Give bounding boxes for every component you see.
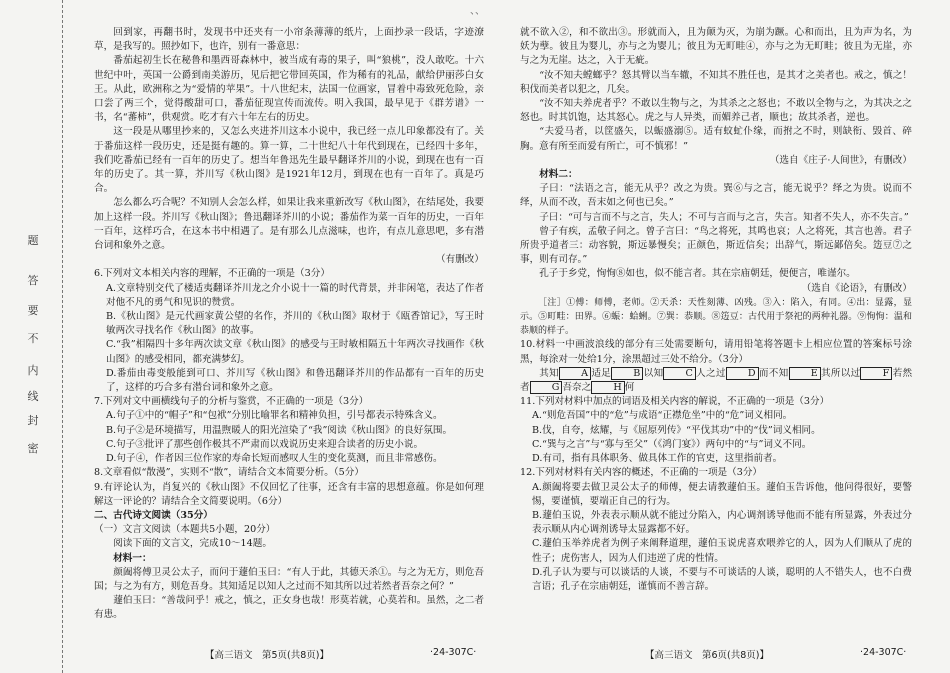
paragraph: 就不欲入②，和不欲出③。形就而入，且为颠为灭，为崩为蹶。心和而出，且为声为名，为妖为孽。彼且为婴儿，亦与之为婴儿；彼且为无町畦④，亦与之为无町畦；彼且为无崖，亦与之为无崖。达之，入于无疵。 bbox=[520, 27, 912, 67]
option: B.蘧伯玉说，外表表示顺从就不能过分陷入，内心调剂诱导他而不能有所显露，外表过分表示顺从内心调剂诱导太显露都不好。 bbox=[532, 509, 912, 536]
option: C.“我”相隔四十多年两次读文章《秋山图》的感受与王时敏相隔五十年两次寻找画作《秋山图》的感受相同，都充满梦幻。 bbox=[106, 339, 484, 365]
material-1-title: 材料一： bbox=[113, 552, 152, 564]
page-code-right: ·24-307C· bbox=[860, 647, 907, 658]
paragraph: “汝不知夫螳螂乎？怒其臂以当车辙，不知其不胜任也，是其才之美者也。戒之，慎之！积伐而美者以犯之，几矣。 bbox=[520, 69, 912, 95]
binding-label: 封 bbox=[27, 414, 39, 427]
page-code-left: ·24-307C· bbox=[430, 647, 477, 658]
sentence-part: 其知 bbox=[539, 367, 559, 379]
right-page bbox=[520, 26, 912, 594]
subsection-title: （一）文言文阅读（本题共5小题，20分） bbox=[94, 524, 276, 536]
option: C.句子③批评了那些创作极其不严肃而以戏说历史来迎合读者的历史小说。 bbox=[106, 438, 424, 450]
paragraph: 这一段是从哪里抄来的，又怎么夹进芥川这本小说中，我已经一点儿印象都没有了。关于番茄这样一段历史，还是挺有趣的。算一算，二十世纪八十年代到现在，已经四十多年，我们吃番茄已经有一百年的历史了。想当年鲁迅先生最早翻译芥川的小说，到现在也有一百年的历史了。其一算，芥川写《秋山图》是1921年12月，到现在也有一百年了。真是巧合。 bbox=[94, 126, 484, 195]
paragraph: 颜阖将傅卫灵公太子，而问于蘧伯玉曰：“有人于此，其德天杀①。与之为无方，则危吾国；与之为有方，则危吾身。其知适足以知人之过而不知其所以过若然者吾奈之何？” bbox=[94, 566, 484, 592]
option: C.蘧伯玉举养虎者为例子来阐释道理，蘧伯玉说虎喜欢喂养它的人，因为人们顺从了虎的性子；虎伤害人，因为人们违逆了虎的性情。 bbox=[532, 538, 912, 564]
paragraph: 曾子有疾，孟敬子问之。曾子言曰：“鸟之将死，其鸣也哀；人之将死，其言也善。君子所贵乎道者三：动容貌，斯远暴慢矣；正颜色，斯近信矣；出辞气，斯远鄙倍矣。笾豆⑦之事，则有司存。” bbox=[520, 225, 912, 266]
sentence-part: 以知 bbox=[643, 367, 664, 379]
option: A.句子①中的“帽子”和“包袱”分别比喻罪名和精神负担，引号都表示特殊含义。 bbox=[106, 410, 443, 422]
sentence-part: 若然者 bbox=[520, 367, 913, 394]
question-6-stem: 6.下列对文本相关内容的理解，不正确的一项是（3分） bbox=[94, 268, 330, 280]
break-box-h: H bbox=[591, 381, 625, 394]
source-note: （有删改） bbox=[436, 254, 484, 266]
paragraph: 孔子于乡党，恂恂⑧如也，似不能言者。其在宗庙朝廷，便便言，唯谨尔。 bbox=[539, 268, 856, 280]
question-11-stem: 11.下列对材料中加点的词语及相关内容的解说，不正确的一项是（3分） bbox=[520, 396, 830, 408]
instructions: 阅读下面的文言文，完成10～14题。 bbox=[113, 538, 272, 550]
binding-label: 题 bbox=[27, 234, 39, 247]
top-mark: 、、 bbox=[470, 6, 485, 17]
option: B.句子②是环境描写，用温煦暖人的阳光渲染了“我”阅读《秋山图》的良好氛围。 bbox=[106, 424, 453, 436]
material-2-title: 材料二： bbox=[539, 169, 578, 181]
binding-label: 密 bbox=[27, 442, 39, 455]
paragraph: 回到家，再翻书时，发现书中还夹有一小帘条薄薄的纸片，上面抄录一段话，字迹潦草，是我写的。照抄如下，也许，别有一番意思： bbox=[94, 27, 484, 53]
binding-label: 内 bbox=[27, 364, 39, 377]
binding-strip bbox=[0, 0, 63, 673]
page-footer-right: 【高三语文 第6页(共8页)】 bbox=[645, 650, 770, 661]
binding-label: 要 bbox=[27, 304, 39, 317]
break-box-f: F bbox=[860, 367, 892, 380]
section-title: 二、古代诗文阅读（35分） bbox=[94, 509, 213, 521]
source-note: （选自《论语》，有删改） bbox=[801, 282, 912, 294]
sentence-part: 吾奈之 bbox=[562, 382, 592, 394]
option: C.“巽与之言”与“寡与至父”（《鸿门宴》）两句中的“与”词义不同。 bbox=[532, 438, 812, 450]
sentence-part: 而不知 bbox=[758, 367, 789, 379]
paragraph: 怎么都么巧合呢？不知别人会怎么样，如果让我来重新改写《秋山图》，在结尾处，我要加上这样一段。芥川写《秋山图》；鲁迅翻译芥川的小说；番茄作为菜一百年的历史，一百年一百年，这样巧合，在这本书中相遇了。是有那么儿点滋味，也许，有点儿意思吧，多有潜台词和象外之意。 bbox=[94, 197, 484, 252]
break-box-b: B bbox=[611, 367, 643, 380]
sentence-part: 其所以过 bbox=[820, 367, 861, 379]
sentence-part: 适足 bbox=[591, 367, 612, 379]
question-12-stem: 12.下列对材料有关内容的概述，不正确的一项是（3分） bbox=[520, 467, 763, 479]
question-7-stem: 7.下列对文中画横线句子的分析与鉴赏，不正确的一项是（3分） bbox=[94, 396, 369, 408]
paragraph: “夫爱马者，以筐盛矢，以蜄盛溺⑤。适有蚊虻仆缘，而拊之不时，则缺衔、毁首、碎胸。意有所至而爱有所亡，可不慎邪！” bbox=[520, 126, 912, 152]
break-box-g: G bbox=[530, 381, 563, 394]
option: B.《秋山图》是元代画家黄公望的名作，芥川的《秋山图》取材于《瓯香馆记》，写王时敏两次寻找名作《秋山图》的故事。 bbox=[106, 311, 484, 337]
left-page bbox=[94, 26, 484, 623]
binding-label: 答 bbox=[27, 274, 39, 287]
question-8: 8.文章看似“散漫”，实则不“散”，请结合文本简要分析。（5分） bbox=[94, 467, 364, 479]
break-box-c: C bbox=[663, 367, 696, 380]
page-footer-left: 【高三语文 第5页(共8页)】 bbox=[205, 650, 330, 661]
paragraph: 蘧伯玉曰：“善哉问乎！戒之，慎之，正女身也哉！形莫若就，心莫若和。虽然，之二者有患。 bbox=[94, 595, 484, 621]
annotations: ［注］①傅：师傅，老师。②天杀：天性刻薄、凶残。③入：陷入，有同。④出：显露，显示。⑤町畦：田界。⑥蜄：蛤蜊。⑦巽：恭顺。⑧笾豆：古代用于祭祀的两种礼器。⑨恂恂：温和恭顺的样子。 bbox=[520, 297, 912, 337]
option: A.“则危吾国”中的“危”与成语“正襟危坐”中的“危”词义相同。 bbox=[532, 410, 793, 422]
paragraph: 子曰：“可与言而不与之言，失人；不可与言而与之言，失言。知者不失人，亦不失言。” bbox=[539, 211, 909, 223]
question-10-sentence bbox=[520, 367, 912, 395]
paragraph: “汝不知夫养虎者乎？不敢以生物与之，为其杀之之怒也；不敢以全物与之，为其决之之怒也。时其饥饱，达其怒心。虎之与人异类，而媚养己者，顺也；故其杀者，逆也。 bbox=[520, 98, 912, 124]
question-9: 9.有评论认为，肖复兴的《秋山图》不仅回忆了往事，还含有丰富的思想意蕴。你是如何理解这一评论的？请结合全文简要说明。（6分） bbox=[94, 481, 484, 507]
option: D.孔子认为要与可以谈话的人谈，不要与不可谈话的人谈，聪明的人不错失人，也不白费言语；孔子在宗庙朝廷，谨慎而不善言辞。 bbox=[532, 566, 912, 592]
sentence-part: 何 bbox=[624, 382, 635, 394]
break-box-d: D bbox=[726, 367, 759, 380]
sentence-part: 人之过 bbox=[695, 367, 726, 379]
paragraph: 番茄起初生长在秘鲁和墨西哥森林中，被当成有毒的果子，叫“狼桃”，没人敢吃。十六世纪中叶，英国一公爵到南美游历，见后把它带回英国，作为稀有的礼品，献给伊丽莎白女王。从此，欧洲称之为“爱情的苹果”。十八世纪末，法国一位画家，冒着中毒致死危险，亲口尝了两三个，觉得酸甜可口，番茄征现宣传而流传。明入我国，最早见于《群芳谱》一书，名“蕃柿”，供观赏。吃才有六十年左右的历史。 bbox=[94, 55, 484, 124]
break-box-e: E bbox=[789, 367, 821, 380]
option: B.伐，自夸，炫耀，与《屈原列传》“平伐其功”中的“伐”词义相同。 bbox=[532, 424, 821, 436]
question-10-stem: 10.材料一中画波浪线的部分有三处需要断句，请用铅笔将答题卡上相应位置的答案标号涂黑，每涂对一处给1分，涂黑超过三处不给分。（3分） bbox=[520, 339, 912, 365]
option: A.文章特别交代了楼适夷翻译芥川龙之介小说十一篇的时代背景，并非闲笔，表达了作者对他不凡的勇气和见识的赞赏。 bbox=[106, 282, 484, 308]
option: A.颜阖将要去做卫灵公太子的师傅，便去请教蘧伯玉。蘧伯玉告诉他，他问得很好，要警惕，要谨慎，要端正自己的行为。 bbox=[532, 481, 912, 507]
paragraph: 子曰：“法语之言，能无从乎？改之为贵。巽⑥与之言，能无说乎？绎之为贵。说而不绎，从而不改，吾末如之何也已矣。” bbox=[520, 183, 912, 209]
source-note: （选自《庄子·人间世》，有删改） bbox=[769, 154, 912, 166]
option: D.番茄由毒变般能到可口、芥川写《秋山图》和鲁迅翻译芥川的作品都有一百年的历史了，这样的巧合多有潜台词和象外之意。 bbox=[106, 367, 484, 394]
binding-label: 不 bbox=[27, 332, 39, 345]
binding-label: 线 bbox=[27, 390, 39, 403]
option: D.有司，指有具体职务、做具体工作的官吏，这里指前者。 bbox=[532, 453, 783, 465]
option: D.句子④，作者因三位作家的寿命长短而感叹人生的变化莫测，而且非常感伤。 bbox=[106, 453, 443, 465]
break-box-a: A bbox=[559, 367, 591, 380]
